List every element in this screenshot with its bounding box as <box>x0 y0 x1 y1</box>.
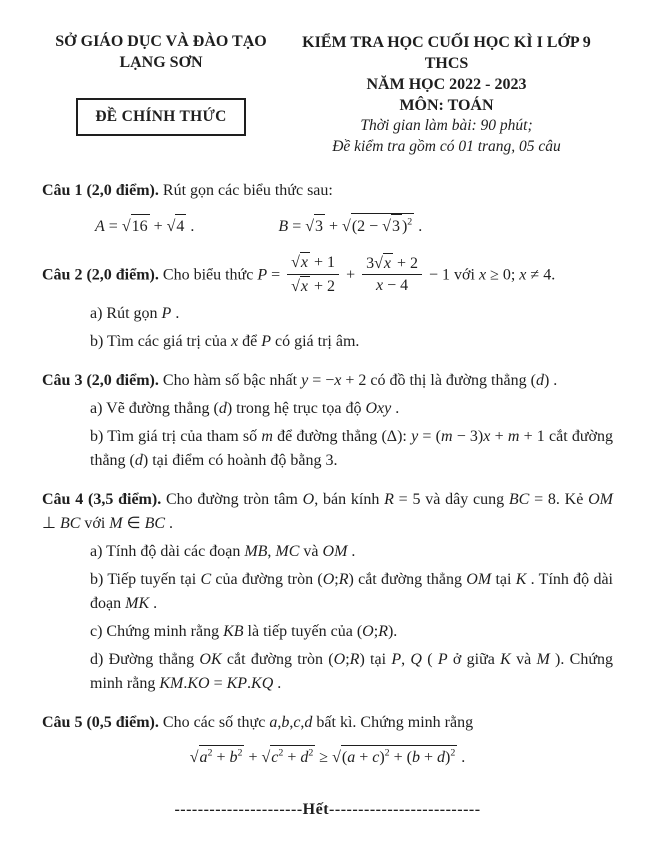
radical-sign: √ <box>166 218 176 236</box>
formula-B: B = √3 + √(2 − √3 )$^2$ . <box>278 213 422 239</box>
exam-body <box>42 179 613 821</box>
radical-sign: √ <box>261 748 271 766</box>
page-count-note: Đề kiểm tra gồm có 01 trang, 05 câu <box>332 137 561 155</box>
radical-sign: √ <box>342 218 351 236</box>
question-4-part-b: b) Tiếp tuyến tại C của đường tròn (O;R) cắt đường thẳng OM tại K . Tính độ dài đoạn MK . <box>90 570 614 612</box>
radical-sign: √ <box>382 218 391 236</box>
department-name: SỞ GIÁO DỤC VÀ ĐÀO TẠO <box>55 33 267 50</box>
end-marker: ----------------------Hết-------------------------- <box>174 800 481 818</box>
question-4-part-d: d) Đường thẳng OK cắt đường tròn (O;R) tại P, Q ( P ở giữa K và M ). Chứng minh rằng KM.KO = KP.KQ . <box>90 650 614 692</box>
exam-header <box>42 32 613 157</box>
duration-line: Thời gian làm bài: 90 phút; <box>360 117 533 135</box>
official-exam-label: ĐỀ CHÍNH THỨC <box>95 107 227 125</box>
radical-sign: √ <box>374 254 383 272</box>
formula-Q5: $√a^2 + b^2 + √c^2 + d^2 \ge √(a + c)^2 + (b + d)^2$ . <box>190 745 466 770</box>
radical-sign: √ <box>291 254 300 272</box>
question-4-part-a: a) Tính độ dài các đoạn MB, MC và OM . <box>90 542 356 560</box>
question-4-part-c: c) Chứng minh rằng KB là tiếp tuyến của (O;R). <box>90 622 398 640</box>
question-2-heading: Câu 2 (2,0 điểm). Cho biểu thức P = $\frac{√x + 1}{√x + 2}$ + $\frac{3√x + 2}{x - 4}$ − 1 với x ≥ 0; x ≠ 4. <box>42 254 556 295</box>
radical-sign: √ <box>121 218 131 236</box>
question-2-part-b: b) Tìm các giá trị của x để P có giá trị âm. <box>90 332 360 350</box>
school-year: NĂM HỌC 2022 - 2023 <box>366 76 527 94</box>
question-3-part-a: a) Vẽ đường thẳng (d) trong hệ trục tọa độ Oxy . <box>90 399 400 417</box>
question-3-heading: Câu 3 (2,0 điểm). Cho hàm số bậc nhất y = −x + 2 có đồ thị là đường thẳng (d) . <box>42 371 558 389</box>
header-left-column <box>42 32 280 136</box>
exam-title: KIỂM TRA HỌC CUỐI HỌC KÌ I LỚP 9 THCS <box>302 34 591 73</box>
question-4-heading: Câu 4 (3,5 điểm). Cho đường tròn tâm O, bán kính R = 5 và dây cung BC = 8. Kẻ OM ⊥ BC với M ∈ BC . <box>42 490 613 532</box>
question-3-part-b: b) Tìm giá trị của tham số m để đường thẳng (Δ): y = (m − 3)x + m + 1 cắt đường thẳng (d) tại điểm có hoành độ bằng 3. <box>90 427 613 469</box>
official-exam-box <box>76 98 245 136</box>
question-5-formula-row <box>42 745 613 770</box>
question-1-heading: Câu 1 (2,0 điểm). Rút gọn các biểu thức sau: <box>42 182 333 200</box>
subject-line: MÔN: TOÁN <box>399 97 494 115</box>
header-right-column <box>280 32 613 157</box>
province-name: LẠNG SƠN <box>119 53 203 71</box>
question-2-part-a: a) Rút gọn P . <box>90 304 180 322</box>
radical-sign: √ <box>291 277 300 295</box>
radical-sign: √ <box>305 218 314 236</box>
question-1-formula-row <box>95 213 613 239</box>
radical-sign: √ <box>189 748 199 766</box>
radical-sign: √ <box>332 748 341 766</box>
question-5-heading: Câu 5 (0,5 điểm). Cho các số thực a,b,c,d bất kì. Chứng minh rằng <box>42 713 474 731</box>
formula-A: A = √16 + √4 . <box>95 214 194 239</box>
